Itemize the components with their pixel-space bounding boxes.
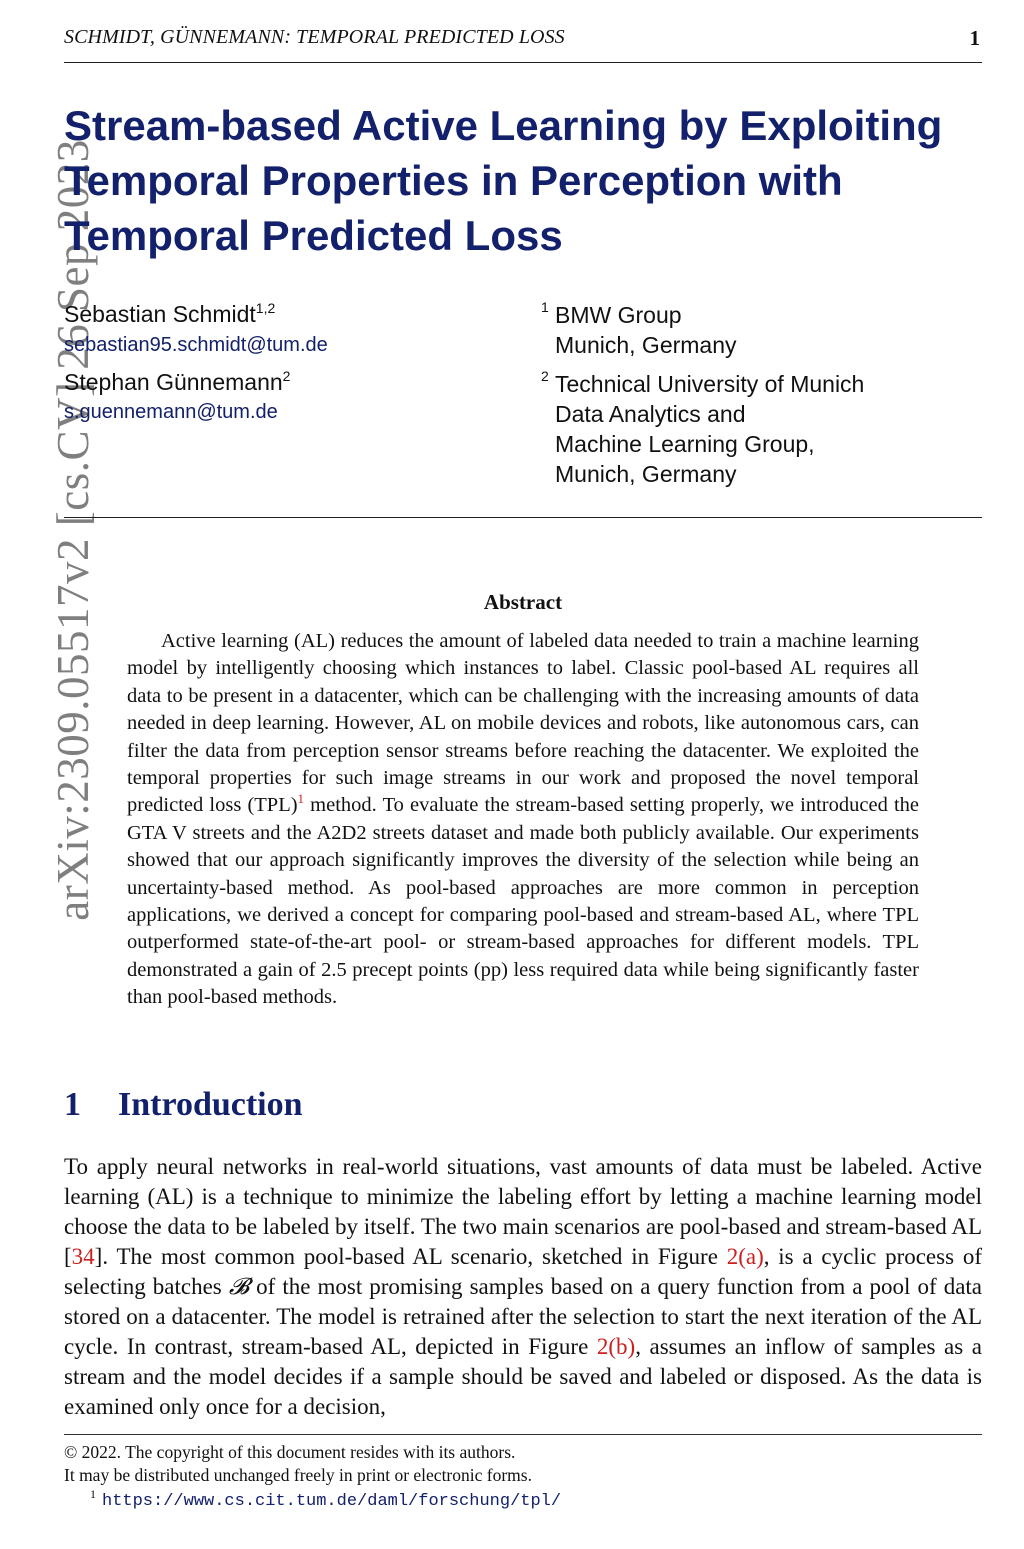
figure-link[interactable]: 2(a): [726, 1244, 764, 1269]
header-rule: [64, 62, 982, 63]
affiliation-2: 2 Technical University of Munich Data Analytics and Machine Learning Group, Munich, Germany: [541, 368, 865, 487]
affiliation-2-line: Munich, Germany: [555, 461, 737, 487]
abstract-heading: Abstract: [483, 590, 563, 614]
author-2-email[interactable]: s.guennemann@tum.de: [64, 401, 278, 423]
affiliation-2-line: Data Analytics and: [555, 401, 746, 427]
author-1-email[interactable]: sebastian95.schmidt@tum.de: [64, 334, 328, 356]
title-line-2: Temporal Properties in Perception with: [64, 157, 843, 204]
footnote-url[interactable]: https://www.cs.cit.tum.de/daml/forschung/tpl/: [102, 1492, 562, 1511]
page-number: 1: [969, 26, 980, 50]
running-header: SCHMIDT, GÜNNEMANN: TEMPORAL PREDICTED LOSS: [64, 26, 565, 48]
affiliation-2-line: Machine Learning Group,: [555, 431, 815, 457]
author-2-name: Stephan Günnemann$^2$: [64, 368, 291, 395]
affiliation-1-line: Munich, Germany: [555, 332, 737, 358]
paper-title: [64, 98, 994, 263]
footnote-mark[interactable]: 1: [297, 791, 305, 807]
copyright-notice: © 2022. The copyright of this document resides with its authors. It may be distributed unchanged freely in print or electronic forms.: [64, 1442, 532, 1485]
title-line-1: Stream-based Active Learning by Exploiting: [64, 102, 943, 149]
footer-rule: [64, 1434, 982, 1435]
footnote: $^1$ https://www.cs.cit.tum.de/daml/forschung/tpl/: [90, 1487, 562, 1511]
title-block-rule: [64, 517, 982, 518]
section-heading: 1 Introduction: [64, 1086, 303, 1123]
arxiv-stamp: arXiv:2309.05517v2 [cs.CV] 26 Sep 2023: [48, 139, 98, 921]
author-1-name: Sebastian Schmidt$^{1,2}$: [64, 300, 276, 327]
figure-link[interactable]: 2(b): [596, 1334, 636, 1359]
introduction-paragraph: To apply neural networks in real-world situations, vast amounts of data must be labeled. Active learning (AL) is a technique to minimize the labeling effort by letting a machine learning model choose the data to be labeled by itself. The two main scenarios are pool-based and stream-based AL [34]. The most common pool-based AL scenario, sketched in Figure 2(a), is a cyclic process of selecting batches 𝓑 of the most promising samples based on a query function from a pool of data stored on a datacenter. The model is retrained after the selection to start the next iteration of the AL cycle. In contrast, stream-based AL, depicted in Figure 2(b), assumes an inflow of samples as a stream and the model decides if a sample should be saved and labeled or disposed. As the data is examined only once for a decision,: [64, 1154, 983, 1419]
batch-symbol: 𝓑: [228, 1274, 250, 1300]
citation-link[interactable]: 34: [71, 1244, 95, 1269]
affiliation-1: 1 BMW Group Munich, Germany: [541, 299, 737, 358]
affiliation-2-line: Technical University of Munich: [555, 371, 865, 397]
abstract-body: Active learning (AL) reduces the amount of labeled data needed to train a machine learning model by intelligently choosing which instances to label. Classic pool-based AL requires all data to be present in a datacenter, which can be challenging with the increasing amounts of data needed in deep learning. However, AL on mobile devices and robots, like autonomous cars, can filter the data from perception sensor streams before reaching the datacenter. We exploited the temporal properties for such image streams in our work and proposed the novel temporal predicted loss (TPL)$^1$ method. To evaluate the stream-based setting properly, we introduced the GTA V streets and the A2D2 streets dataset and made both publicly available. Our experiments showed that our approach significantly improves the diversity of the selection while being an uncertainty-based method. As pool-based approaches are more common in perception applications, we derived a concept for comparing pool-based and stream-based AL, where TPL outperformed state-of-the-art pool- or stream-based approaches for different models. TPL demonstrated a gain of 2.5 precept points (pp) less required data while being significantly faster than pool-based methods.: [127, 630, 919, 1009]
title-line-3: Temporal Predicted Loss: [64, 212, 563, 259]
affiliation-1-line: BMW Group: [555, 302, 682, 328]
